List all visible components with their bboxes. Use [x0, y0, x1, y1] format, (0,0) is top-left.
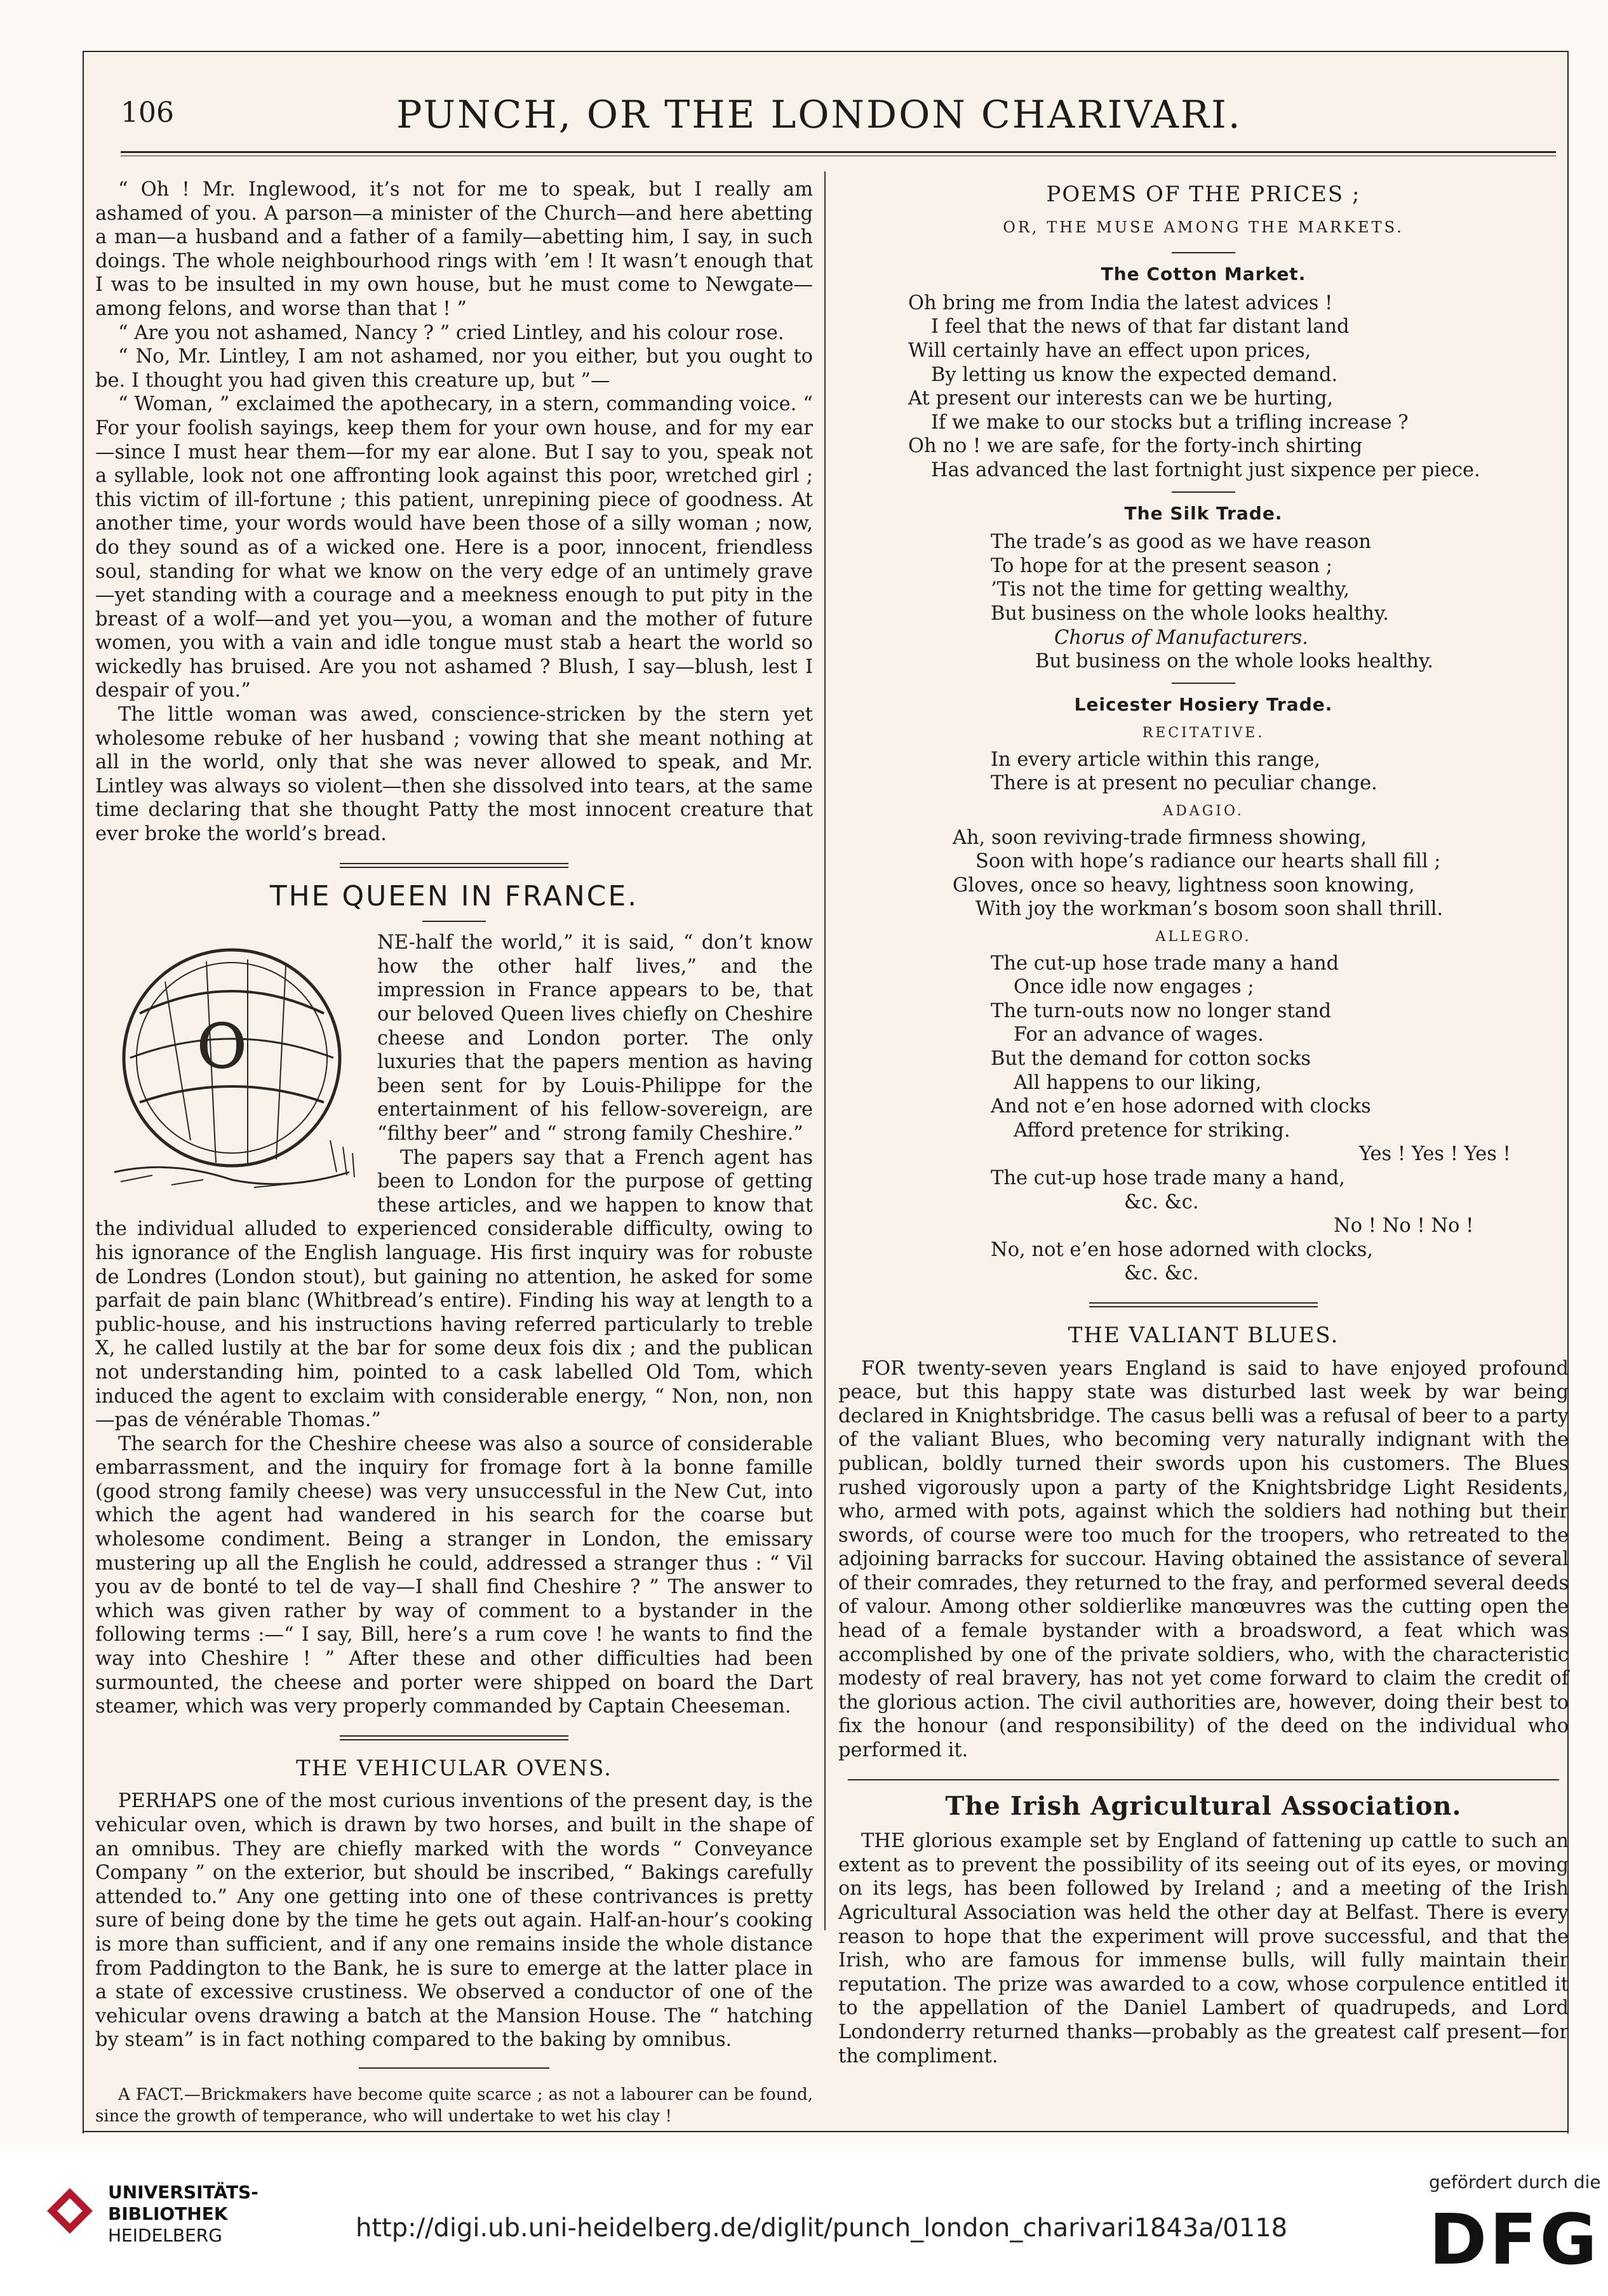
- paragraph: PERHAPS one of the most curious inventions of the present day, is the vehicular oven, which is drawn by two horses, and built in the shape of an omnibus. They are chiefly marked with the words “ Conveyance Company ” on the exterior, but should be inscribed, “ Bakings carefully attended to.” Any one getting into one of these contrivances is pretty sure of being done by the time he gets out again. Half-an-hour’s cooking is more than sufficient, and if any one remains inside the whole distance from Paddington to the Bank, he is sure to emerge at the latter place in a state of excessive crustiness. We observed a conductor of one of the vehicular ovens drawing a batch at the Mansion House. The “ hatching by steam” is in fact nothing compared to the baking by omnibus.: [95, 1790, 813, 2052]
- source-url[interactable]: http://digi.ub.uni-heidelberg.de/diglit/punch_london_charivari1843a/0118: [356, 2213, 1288, 2243]
- cotton-title: The Cotton Market.: [1101, 264, 1306, 285]
- verse-line: For an advance of wages.: [1014, 1024, 1264, 1046]
- chorus-label: Chorus of Manufacturers.: [1054, 626, 1308, 649]
- silk-title: The Silk Trade.: [1124, 502, 1283, 524]
- right-column: [838, 178, 1569, 2068]
- allegro-label: ALLEGRO.: [1155, 929, 1252, 945]
- short-rule: [1172, 683, 1235, 684]
- verse-line: The cut-up hose trade many a hand,: [991, 1166, 1345, 1189]
- paragraph: “ Oh ! Mr. Inglewood, it’s not for me to speak, but I really am ashamed of you. A parson—a minister of the Church—and here abetting a man—a husband and a father of a family—abetting him, I say, in such doings. The whole neighbourhood rings with ’em ! It wasn’t enough that I was to be insulted in my own house, but he must come to Newgate—among felons, and worse than that ! ”: [95, 178, 813, 320]
- verse-line: Has advanced the last fortnight just sixpence per piece.: [931, 458, 1480, 481]
- verse-line: To hope for at the present season ;: [991, 554, 1332, 577]
- verse-line: Ah, soon reviving-trade firmness showing,: [953, 826, 1367, 849]
- barrel-illustration: [95, 931, 368, 1198]
- library-line: UNIVERSITÄTS-: [108, 2182, 258, 2203]
- section-divider: [340, 1735, 568, 1740]
- university-library-logo: [44, 2186, 95, 2236]
- frame-left: [83, 51, 84, 2133]
- queen-heading: THE QUEEN IN FRANCE.: [269, 879, 639, 912]
- allegro-lines: [838, 952, 1569, 1286]
- section-divider: [1089, 1302, 1318, 1307]
- verse-line: And not e’en hose adorned with clocks: [991, 1095, 1371, 1118]
- svg-text:O: O: [197, 1011, 247, 1083]
- verse-line: There is at present no peculiar change.: [991, 772, 1377, 795]
- verse-line: Yes ! Yes ! Yes !: [1359, 1143, 1511, 1166]
- section-rule: [359, 2067, 549, 2069]
- verse-line: At present our interests can we be hurting,: [908, 387, 1334, 410]
- adagio-lines: [838, 826, 1569, 921]
- paragraph: “ No, Mr. Lintley, I am not ashamed, nor you either, but you ought to be. I thought you had given this creature up, but ”—: [95, 345, 813, 392]
- verse-line: All happens to our liking,: [1014, 1071, 1262, 1094]
- hosiery-title: Leicester Hosiery Trade.: [1074, 693, 1333, 715]
- verse-line: Soon with hope’s radiance our hearts shall fill ;: [975, 850, 1441, 873]
- verse-line: Oh no ! we are safe, for the forty-inch shirting: [908, 435, 1363, 458]
- verse-line: But business on the whole looks healthy.: [1035, 650, 1433, 673]
- verse-line: No, not e’en hose adorned with clocks,: [991, 1238, 1374, 1261]
- paragraph: “ Woman, ” exclaimed the apothecary, in a stern, commanding voice. “ For your foolish sayings, keep them for your own house, and for my ear—since I must hear them—for my ear alone. But I say to you, speak not a syllable, look not one affronting look against this poor, wretched girl ; this victim of ill-fortune ; this patient, unrepining piece of goodness. At another time, your words would have been those of a silly woman ; now, do they sound as of a wicked one. Here is a poor, innocent, friendless soul, standing for what we know on the very edge of an untimely grave—yet standing with a courage and a meekness enough to put pity in the breast of a wolf—and yet you—you, a woman and the mother of future women, you with a vain and idle tongue must stab a heart the world so wickedly has bruised. Are you not ashamed ? Blush, I say—blush, lest I despair of you.”: [95, 393, 813, 702]
- frame-top: [83, 51, 1569, 52]
- short-rule: [422, 921, 486, 922]
- verse-line: But the demand for cotton socks: [991, 1048, 1311, 1070]
- library-line: BIBLIOTHEK: [108, 2203, 228, 2224]
- adagio-label: ADAGIO.: [1163, 803, 1244, 820]
- frame-bottom: [83, 2131, 1569, 2132]
- ovens-heading: THE VEHICULAR OVENS.: [296, 1755, 612, 1781]
- verse-line: In every article within this range,: [991, 748, 1321, 771]
- column-divider: [824, 171, 826, 1930]
- verse-line: &c. &c.: [1124, 1262, 1199, 1285]
- verse-line: If we make to our stocks but a trifling increase ?: [931, 411, 1409, 434]
- dfg-logo: DFG: [1429, 2199, 1600, 2280]
- verse-line: But business on the whole looks healthy.: [991, 602, 1389, 625]
- paragraph: “ Are you not ashamed, Nancy ? ” cried Lintley, and his colour rose.: [118, 321, 784, 344]
- verse-line: ’Tis not the time for getting wealthy,: [991, 578, 1350, 601]
- verse-line: Once idle now engages ;: [1014, 976, 1254, 999]
- queen-article: [95, 931, 813, 1719]
- verse-line: Will certainly have an effect upon prices,: [908, 339, 1311, 362]
- poems-subheading: OR, THE MUSE AMONG THE MARKETS.: [1003, 218, 1404, 236]
- verse-line: The trade’s as good as we have reason: [991, 531, 1372, 554]
- funded-by-label: gefördert durch die: [1429, 2172, 1601, 2193]
- paragraph: The papers say that a French agent has been to London for the purpose of getting these articles, and we happen to know that the individual alluded to experienced considerable difficulty, owing to his ignorance of the English language. His first inquiry was for robuste de Londres (London stout), but gaining no attention, he asked for some parfait de pain blanc (Whitbread’s entire). Finding his way at length to a public-house, and his instructions having referred particularly to treble X, he called lustily at the bar for some deux fois dix ; and the publican not understanding him, pointed to a cask labelled Old Tom, which induced the agent to exclaim with considerable energy, “ Non, non, non—pas de vénérable Thomas.”: [95, 1146, 813, 1432]
- verse-line: No ! No ! No !: [1334, 1215, 1474, 1238]
- verse-line: I feel that the news of that far distant land: [931, 316, 1350, 338]
- silk-poem: [838, 530, 1569, 674]
- page-number: 106: [121, 97, 174, 129]
- library-name: [108, 2182, 258, 2246]
- running-title: PUNCH, OR THE LONDON CHARIVARI.: [396, 93, 1242, 137]
- paragraph: THE glorious example set by England of fattening up cattle to such an extent as to prevent the possibility of its seeing out of its eyes, or moving on its legs, has been followed by Ireland ; and a meeting of the Irish Agricultural Association was held the other day at Belfast. There is every reason to hope that the experiment will prove successful, and that the Irish, who are famous for immense bulls, will fully maintain their reputation. The prize was awarded to a cow, whose corpulence entitled it to the appellation of the Daniel Lambert of quadrupeds, and Lord Londonderry returned thanks—probably as the greatest calf present—for the compliment.: [838, 1830, 1569, 2067]
- short-rule: [1172, 252, 1235, 253]
- paragraph: The search for the Cheshire cheese was also a source of considerable embarrassment, and the inquiry for fromage fort à la bonne famille (good strong family cheese) was very unsuccessful in the New Cut, into which the agent had wandered in his search for the coarse but wholesome condiment. Being a stranger in London, the emissary mustering up all the English he could, addressed a stranger thus : “ Vil you av de bonté to tel de vay—I shall find Cheshire ? ” The answer to which was given rather by way of comment to a bystander in the following terms :—“ I say, Bill, here’s a rum cove ! he wants to find the way into Cheshire ! ” After these and other difficulties had been surmounted, the cheese and porter were shipped on board the Dart steamer, which was very properly commanded by Captain Cheeseman.: [95, 1432, 813, 1718]
- recitative-lines: [838, 748, 1569, 796]
- left-column: [95, 178, 813, 2127]
- short-rule: [1172, 491, 1235, 493]
- digitisation-footer: [0, 2152, 1608, 2296]
- verse-line: The cut-up hose trade many a hand: [991, 952, 1339, 975]
- recitative-label: RECITATIVE.: [1142, 725, 1265, 742]
- verse-line: Oh bring me from India the latest advices !: [908, 291, 1333, 314]
- verse-line: With joy the workman’s bosom soon shall thrill.: [975, 898, 1444, 921]
- page-header: [121, 77, 1518, 147]
- fact-paragraph: A FACT.—Brickmakers have become quite scarce ; as not a labourer can be found, since the growth of temperance, who will undertake to wet his clay !: [95, 2085, 813, 2126]
- blues-heading: THE VALIANT BLUES.: [1068, 1322, 1339, 1348]
- header-rule: [121, 151, 1556, 153]
- irish-heading: The Irish Agricultural Association.: [945, 1791, 1462, 1821]
- paragraph: FOR twenty-seven years England is said to have enjoyed profound peace, but this happy state was disturbed last week by war being declared in Knightsbridge. The casus belli was a refusal of beer to a party of the valiant Blues, who becoming very naturally indignant with the publican, boldly turned their swords upon his customers. The Blues rushed vigorously upon a party of the Knightsbridge Light Residents, who, armed with pots, against which the soldiers had nothing but their swords, of course were too much for the troopers, who retreated to the adjoining barracks for succour. Having obtained the assistance of several of their comrades, they returned to the fray, and performed several deeds of valour. Among other soldierlike manœuvres was the cutting open the head of a female bystander with a broadsword, a feat which was accomplished by one of the private soldiers, who, with the characteristic modesty of real bravery, has not yet come forward to claim the credit of the glorious action. The civil authorities are, however, doing their best to fix the honour (and responsibility) of the deed on the individual who performed it.: [838, 1357, 1569, 1762]
- verse-line: By letting us know the expected demand.: [931, 363, 1338, 386]
- cotton-poem: [838, 291, 1569, 483]
- verse-line: The turn-outs now no longer stand: [991, 999, 1332, 1022]
- section-rule: [848, 1779, 1559, 1780]
- paragraph: NE-half the world,” it is said, “ don’t know how the other half lives,” and the impression in France appears to be, that our beloved Queen lives chiefly on Cheshire cheese and London porter. The only luxuries that the papers mention as having been sent for by Louis-Philippe for the entertainment of his fellow-sovereign, are “filthy beer” and “ strong family Cheshire.”: [377, 931, 813, 1145]
- paragraph: The little woman was awed, conscience-stricken by the stern yet wholesome rebuke of her husband ; vowing that she meant nothing at all in the world, only that she was never allowed to speak, and Mr. Lintley was always so violent—then she dissolved into tears, at the same time declaring that she thought Patty the most innocent creature that ever broke the world’s bread.: [95, 704, 813, 846]
- verse-line: &c. &c.: [1124, 1191, 1199, 1213]
- verse-line: Gloves, once so heavy, lightness soon knowing,: [953, 874, 1415, 897]
- scanned-page: [83, 51, 1569, 2133]
- section-divider: [340, 863, 568, 868]
- poems-heading: POEMS OF THE PRICES ;: [1046, 182, 1361, 207]
- verse-line: Afford pretence for striking.: [1014, 1119, 1290, 1142]
- library-line: HEIDELBERG: [108, 2225, 222, 2246]
